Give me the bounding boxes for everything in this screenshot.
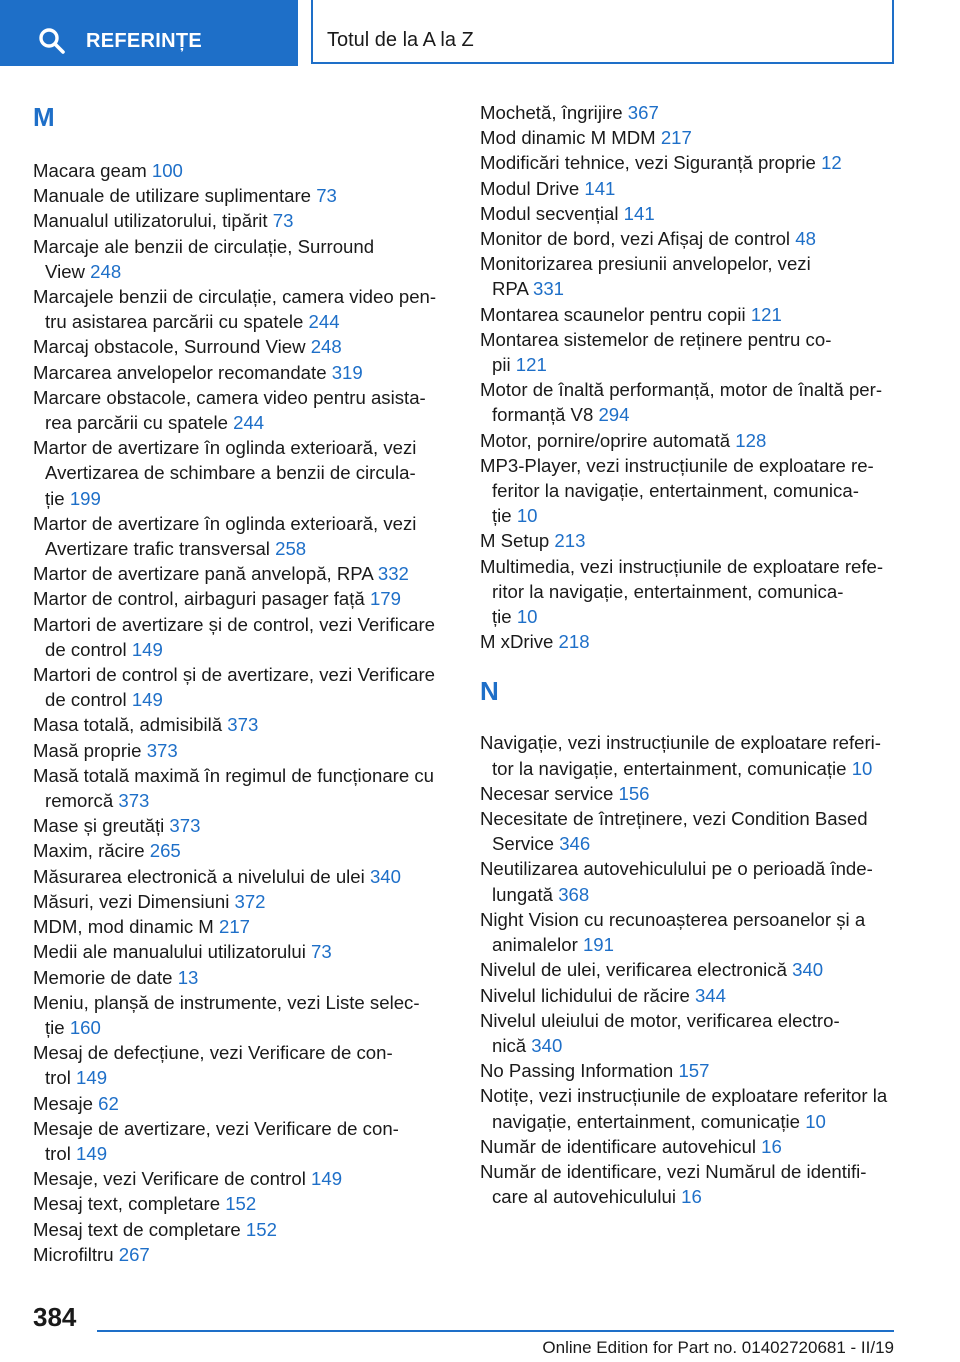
index-entry bbox=[480, 201, 900, 226]
index-column-left bbox=[33, 100, 453, 1267]
index-entry bbox=[33, 738, 453, 763]
page-link[interactable]: 121 bbox=[750, 303, 782, 325]
index-entry bbox=[480, 1008, 900, 1058]
index-entry-text: MP3-Player, vezi instrucțiunile de exploatare re- bbox=[480, 454, 874, 476]
index-entry bbox=[480, 806, 900, 856]
index-entry bbox=[33, 284, 453, 334]
index-entry-text: RPA bbox=[492, 278, 528, 300]
page-link[interactable]: 149 bbox=[131, 689, 163, 711]
index-entry bbox=[33, 586, 453, 611]
index-entry-text: pii bbox=[492, 354, 511, 376]
index-entry-text: Mod dinamic M MDM bbox=[480, 127, 656, 149]
index-entry-text: Mesaje bbox=[33, 1092, 93, 1114]
page-link[interactable]: 10 bbox=[805, 1110, 826, 1132]
index-entry-text: Montarea sistemelor de reținere pentru co- bbox=[480, 328, 832, 350]
index-list-m-continued bbox=[480, 100, 900, 654]
index-entry-text: Memorie de date bbox=[33, 966, 173, 988]
index-entry bbox=[33, 939, 453, 964]
index-entry bbox=[33, 208, 453, 233]
page-link[interactable]: 294 bbox=[598, 404, 630, 426]
page-link[interactable]: 340 bbox=[792, 959, 824, 981]
index-entry-text: Martori de avertizare și de control, vezi Verificare bbox=[33, 613, 435, 635]
index-entry-text: ritor la navigație, entertainment, comunica- bbox=[492, 580, 844, 602]
index-entry-text: Night Vision cu recunoașterea persoanelor și a bbox=[480, 908, 866, 930]
section-title-tab[interactable] bbox=[311, 0, 894, 64]
index-entry-text: lungată bbox=[492, 883, 554, 905]
page-link[interactable]: 373 bbox=[118, 790, 150, 812]
index-entry bbox=[480, 302, 900, 327]
index-entry-text: tor la navigație, entertainment, comunicație bbox=[492, 757, 847, 779]
index-entry bbox=[480, 428, 900, 453]
search-icon bbox=[38, 27, 66, 55]
index-entry-text: Nivelul lichidului de răcire bbox=[480, 984, 690, 1006]
page-link[interactable]: 373 bbox=[146, 739, 178, 761]
index-entry-text: Nivelul uleiului de motor, verificarea electro- bbox=[480, 1009, 840, 1031]
index-entry-text: navigație, entertainment, comunicație bbox=[492, 1110, 801, 1132]
index-entry bbox=[33, 1217, 453, 1242]
page-link[interactable]: 244 bbox=[233, 412, 265, 434]
index-entry bbox=[480, 730, 900, 780]
index-entry bbox=[480, 1083, 900, 1133]
index-entry-text: Microfiltru bbox=[33, 1243, 114, 1265]
index-entry-text: Motor, pornire/oprire automată bbox=[480, 429, 731, 451]
index-entry-text: Modificări tehnice, vezi Siguranță proprie bbox=[480, 152, 816, 174]
index-entry-text: MDM, mod dinamic M bbox=[33, 916, 214, 938]
page-link[interactable]: 331 bbox=[533, 278, 565, 300]
index-entry bbox=[480, 226, 900, 251]
index-entry-text: Mesaj text de completare bbox=[33, 1218, 241, 1240]
index-list-n bbox=[480, 730, 900, 1209]
page-link[interactable]: 160 bbox=[69, 1016, 101, 1038]
index-entry bbox=[33, 990, 453, 1040]
index-entry-text: Montarea scaunelor pentru copii bbox=[480, 303, 746, 325]
index-entry bbox=[33, 183, 453, 208]
page-link[interactable]: 13 bbox=[177, 966, 199, 988]
page-link[interactable]: 149 bbox=[131, 638, 163, 660]
page-link[interactable]: 100 bbox=[151, 160, 183, 181]
references-label: REFERINȚE bbox=[86, 30, 203, 52]
index-entry-text: de control bbox=[45, 638, 127, 660]
index-entry bbox=[33, 435, 453, 511]
page-link[interactable]: 10 bbox=[851, 757, 873, 779]
index-list-m bbox=[33, 158, 453, 1267]
index-entry-text: Mesaj text, completare bbox=[33, 1193, 221, 1215]
index-entry-text: Număr de identificare, vezi Numărul de identifi- bbox=[480, 1160, 867, 1182]
page-link[interactable]: 319 bbox=[331, 361, 363, 383]
index-entry-text: Masă totală maximă în regimul de funcționare cu bbox=[33, 764, 434, 786]
page-link[interactable]: 73 bbox=[316, 185, 337, 207]
index-entry bbox=[33, 385, 453, 435]
index-entry-text: Motor de înaltă performanță, motor de înaltă per- bbox=[480, 379, 883, 401]
page-number: 384 bbox=[33, 1302, 77, 1332]
index-entry bbox=[480, 327, 900, 377]
index-entry-text: Maxim, răcire bbox=[33, 840, 145, 862]
page-link[interactable]: 372 bbox=[234, 890, 266, 912]
index-entry-text: ție bbox=[492, 606, 512, 628]
index-entry bbox=[33, 662, 453, 712]
index-entry-text: Medii ale manualului utilizatorului bbox=[33, 941, 306, 963]
page-link[interactable]: 265 bbox=[149, 840, 181, 862]
page-link[interactable]: 141 bbox=[623, 202, 655, 224]
page-link[interactable]: 367 bbox=[627, 102, 659, 123]
index-entry-text: Avertizare trafic transversal bbox=[45, 538, 270, 560]
index-entry-text: Monitorizarea presiunii anvelopelor, vezi bbox=[480, 253, 811, 275]
index-entry-text: Mesaj de defecțiune, vezi Verificare de con- bbox=[33, 1042, 393, 1064]
index-entry-text: Modul Drive bbox=[480, 177, 580, 199]
index-entry bbox=[33, 334, 453, 359]
index-entry-text: Navigație, vezi instrucțiunile de exploatare referi- bbox=[480, 732, 881, 754]
page-link[interactable]: 218 bbox=[558, 631, 590, 653]
index-entry bbox=[33, 838, 453, 863]
index-entry bbox=[480, 1134, 900, 1159]
page-link[interactable]: 373 bbox=[227, 714, 259, 736]
index-entry-text: Mase și greutăți bbox=[33, 815, 165, 837]
index-entry-text: Masă proprie bbox=[33, 739, 142, 761]
index-entry bbox=[33, 712, 453, 737]
index-entry-text: trol bbox=[45, 1067, 71, 1089]
index-entry-text: Manualul utilizatorului, tipărit bbox=[33, 210, 268, 232]
index-entry bbox=[480, 554, 900, 630]
index-entry bbox=[33, 1166, 453, 1191]
index-entry-text: View bbox=[45, 260, 85, 282]
index-entry-text: tru asistarea parcării cu spatele bbox=[45, 311, 304, 333]
index-entry-text: M Setup bbox=[480, 530, 550, 552]
page-link[interactable]: 73 bbox=[272, 210, 294, 232]
page-link[interactable]: 191 bbox=[582, 934, 614, 956]
page-link[interactable]: 16 bbox=[681, 1186, 702, 1208]
index-entry bbox=[480, 1159, 900, 1209]
index-entry bbox=[33, 965, 453, 990]
index-entry-text: No Passing Information bbox=[480, 1060, 674, 1082]
index-entry-text: M xDrive bbox=[480, 631, 554, 653]
index-entry-text: Masa totală, admisibilă bbox=[33, 714, 223, 736]
index-entry-text: ție bbox=[45, 1016, 65, 1038]
index-entry bbox=[33, 813, 453, 838]
index-entry-text: nică bbox=[492, 1034, 527, 1056]
index-entry bbox=[33, 234, 453, 284]
index-entry bbox=[480, 125, 900, 150]
page-link[interactable]: 340 bbox=[531, 1034, 563, 1056]
index-entry-text: Măsuri, vezi Dimensiuni bbox=[33, 890, 230, 912]
index-entry-text: trol bbox=[45, 1142, 71, 1164]
page-link[interactable]: 152 bbox=[245, 1218, 277, 1240]
index-entry-text: Martori de control și de avertizare, vezi Verificare bbox=[33, 664, 435, 686]
index-entry bbox=[33, 158, 453, 183]
index-entry-text: Avertizarea de schimbare a benzii de circula- bbox=[45, 462, 416, 484]
page-link[interactable]: 248 bbox=[90, 260, 122, 282]
page-link[interactable]: 12 bbox=[821, 152, 842, 174]
index-entry bbox=[480, 983, 900, 1008]
index-letter-m: M bbox=[33, 102, 55, 132]
page-link[interactable]: 217 bbox=[660, 127, 692, 149]
index-entry bbox=[480, 781, 900, 806]
index-entry bbox=[33, 889, 453, 914]
index-entry bbox=[33, 1116, 453, 1166]
page-link[interactable]: 152 bbox=[225, 1193, 257, 1215]
top-bar bbox=[0, 0, 960, 66]
index-entry-text: Manuale de utilizare suplimentare bbox=[33, 185, 312, 207]
index-entry-text: Mochetă, îngrijire bbox=[480, 102, 623, 123]
index-entry bbox=[480, 176, 900, 201]
index-entry-text: Martor de control, airbaguri pasager față bbox=[33, 588, 365, 610]
index-entry bbox=[33, 1191, 453, 1216]
page-link[interactable]: 344 bbox=[694, 984, 726, 1006]
page-link[interactable]: 332 bbox=[377, 563, 409, 585]
page-link[interactable]: 48 bbox=[795, 228, 816, 250]
page-link[interactable]: 149 bbox=[76, 1067, 108, 1089]
index-entry bbox=[480, 100, 900, 125]
index-entry-text: Multimedia, vezi instrucțiunile de exploatare refe- bbox=[480, 555, 884, 577]
index-entry bbox=[33, 1242, 453, 1267]
page-link[interactable]: 128 bbox=[735, 429, 767, 451]
index-entry-text: ție bbox=[45, 487, 65, 509]
page-link[interactable]: 10 bbox=[516, 606, 538, 628]
index-entry bbox=[33, 1091, 453, 1116]
page-link[interactable]: 267 bbox=[118, 1243, 150, 1265]
page-link[interactable]: 217 bbox=[218, 916, 251, 938]
index-entry-text: Service bbox=[492, 833, 555, 855]
page-link[interactable]: 368 bbox=[558, 883, 590, 905]
page-link[interactable]: 121 bbox=[515, 354, 547, 376]
page-link[interactable]: 340 bbox=[369, 865, 401, 887]
index-entry bbox=[480, 957, 900, 982]
index-entry-text: Macara geam bbox=[33, 160, 147, 181]
index-entry-text: care al autovehiculului bbox=[492, 1186, 676, 1208]
page-link[interactable]: 149 bbox=[76, 1142, 108, 1164]
index-entry-text: Marcare obstacole, camera video pentru asista- bbox=[33, 386, 426, 408]
index-entry-text: Meniu, planșă de instrumente, vezi Liste selec- bbox=[33, 991, 420, 1013]
page-link[interactable]: 248 bbox=[310, 336, 342, 358]
section-title: Totul de la A la Z bbox=[327, 29, 474, 51]
page-link[interactable]: 141 bbox=[584, 177, 616, 199]
index-entry-text: animalelor bbox=[492, 934, 578, 956]
index-entry-text: Notițe, vezi instrucțiunile de exploatare referitor la bbox=[480, 1085, 888, 1107]
index-entry-text: Nivelul de ulei, verificarea electronică bbox=[480, 959, 787, 981]
index-entry bbox=[480, 907, 900, 957]
page-link[interactable]: 179 bbox=[369, 588, 401, 610]
index-entry-text: Marcajele benzii de circulație, camera video pen- bbox=[33, 286, 437, 308]
index-entry-text: Modul secvențial bbox=[480, 202, 619, 224]
index-entry bbox=[480, 856, 900, 906]
page-link[interactable]: 373 bbox=[169, 815, 201, 837]
index-entry bbox=[33, 561, 453, 586]
index-entry bbox=[33, 864, 453, 889]
index-entry-text: Martor de avertizare în oglinda exterioară, vezi bbox=[33, 512, 417, 534]
index-entry bbox=[480, 251, 900, 301]
index-entry bbox=[33, 763, 453, 813]
index-entry-text: remorcă bbox=[45, 790, 114, 812]
index-entry bbox=[33, 612, 453, 662]
page-link[interactable]: 10 bbox=[516, 505, 538, 527]
index-entry-text: Mesaje de avertizare, vezi Verificare de con- bbox=[33, 1117, 399, 1139]
index-entry bbox=[480, 453, 900, 529]
index-entry-text: Măsurarea electronică a nivelului de ulei bbox=[33, 865, 365, 887]
index-entry-text: de control bbox=[45, 689, 127, 711]
references-tab[interactable] bbox=[0, 0, 298, 66]
index-entry-text: Monitor de bord, vezi Afișaj de control bbox=[480, 228, 791, 250]
index-entry-text: ție bbox=[492, 505, 512, 527]
index-column-right bbox=[480, 100, 900, 1209]
page-link[interactable]: 16 bbox=[761, 1135, 782, 1157]
index-entry bbox=[33, 360, 453, 385]
index-entry-text: Martor de avertizare în oglinda exterioară, vezi bbox=[33, 437, 417, 459]
page-link[interactable]: 199 bbox=[69, 487, 101, 509]
index-entry-text: Marcaj obstacole, Surround View bbox=[33, 336, 306, 358]
index-entry-text: Necesar service bbox=[480, 782, 614, 804]
edition-info: Online Edition for Part no. 01402720681 - II/19 bbox=[542, 1338, 894, 1357]
index-entry-text: Marcaje ale benzii de circulație, Surround bbox=[33, 235, 375, 257]
index-entry bbox=[33, 1040, 453, 1090]
footer-divider bbox=[97, 1330, 894, 1332]
page-link[interactable]: 157 bbox=[678, 1060, 710, 1082]
index-entry bbox=[33, 914, 453, 939]
page-link[interactable]: 244 bbox=[308, 311, 340, 333]
page-link[interactable]: 346 bbox=[559, 833, 591, 855]
index-entry-text: formanță V8 bbox=[492, 404, 594, 426]
page-link[interactable]: 258 bbox=[275, 538, 307, 560]
index-entry bbox=[480, 528, 900, 553]
page-link[interactable]: 62 bbox=[98, 1092, 119, 1114]
page-link[interactable]: 213 bbox=[554, 530, 586, 552]
page-link[interactable]: 73 bbox=[311, 941, 332, 963]
index-entry-text: Necesitate de întreținere, vezi Condition Based bbox=[480, 808, 868, 830]
index-entry bbox=[480, 629, 900, 654]
index-entry-text: rea parcării cu spatele bbox=[45, 412, 228, 434]
index-entry-text: Mesaje, vezi Verificare de control bbox=[33, 1168, 306, 1190]
index-entry-text: Marcarea anvelopelor recomandate bbox=[33, 361, 327, 383]
index-entry bbox=[480, 1058, 900, 1083]
index-entry-text: Număr de identificare autovehicul bbox=[480, 1135, 756, 1157]
index-entry-text: feritor la navigație, entertainment, comunica- bbox=[492, 480, 859, 502]
page-link[interactable]: 149 bbox=[311, 1168, 343, 1190]
page-link[interactable]: 156 bbox=[618, 782, 650, 804]
index-entry bbox=[33, 511, 453, 561]
index-entry-text: Neutilizarea autovehiculului pe o perioadă înde- bbox=[480, 858, 873, 880]
index-entry bbox=[480, 377, 900, 427]
index-entry bbox=[480, 150, 900, 175]
index-entry-text: Martor de avertizare pană anvelopă, RPA bbox=[33, 563, 373, 585]
index-letter-n: N bbox=[480, 676, 499, 707]
